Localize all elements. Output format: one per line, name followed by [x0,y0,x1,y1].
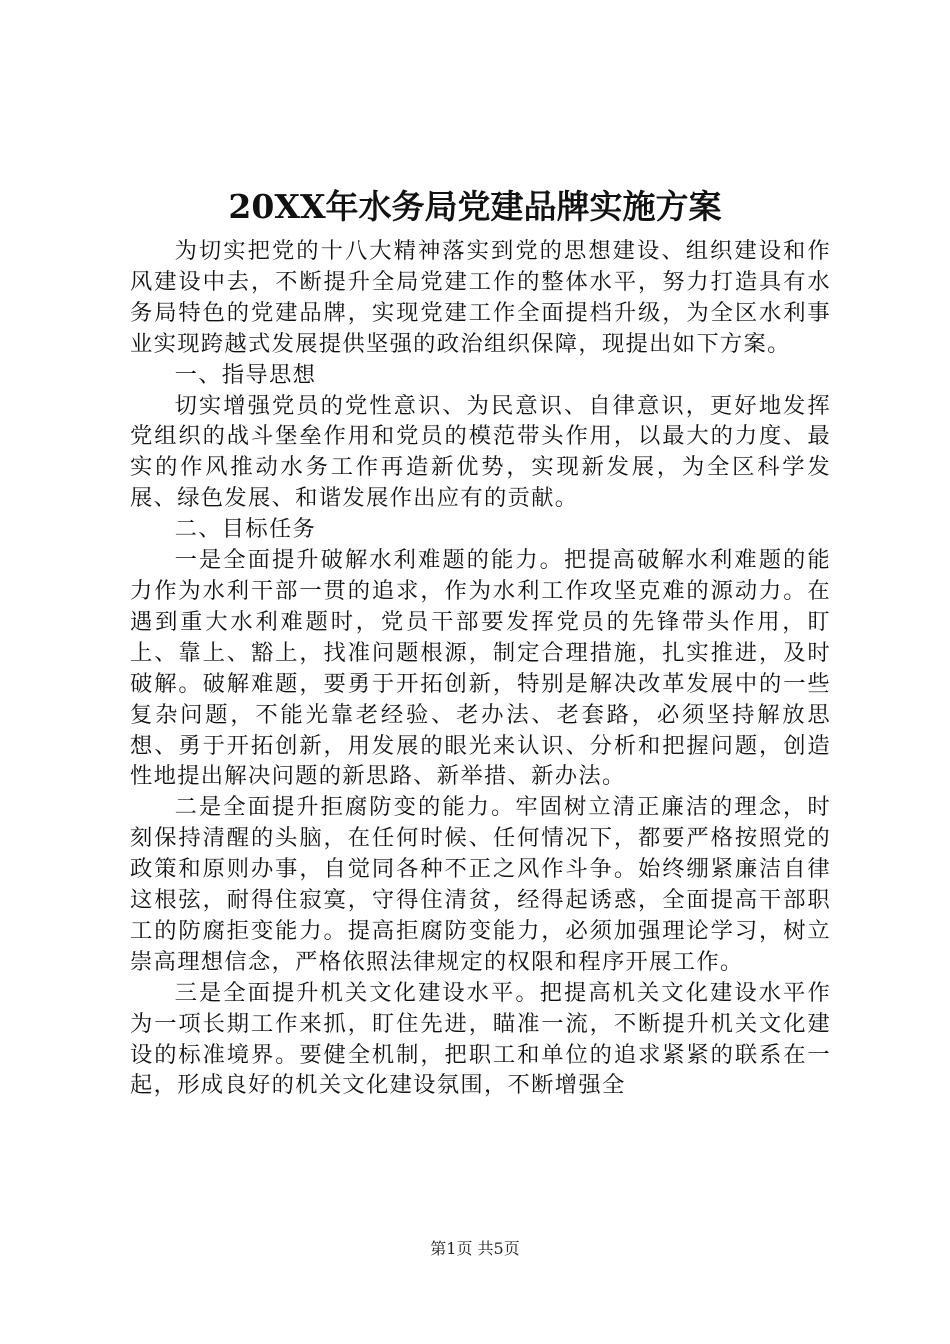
task-paragraph-1: 一是全面提升破解水利难题的能力。把提高破解水利难题的能力作为水利干部一贯的追求，作为水利工作攻坚克难的源动力。在遇到重大水利难题时，党员干部要发挥党员的先锋带头作用，盯上、靠上、豁上，找准问题根源，制定合理措施，扎实推进，及时破解。破解难题，要勇于开拓创新，特别是解决改革发展中的一些复杂问题，不能光靠老经验、老办法、老套路，必须坚持解放思想、勇于开拓创新，用发展的眼光来认识、分析和把握问题，创造性地提出解决问题的新思路、新举措、新办法。 [130,547,831,790]
section-heading-guiding-thought: 一、指导思想 [174,361,317,388]
intro-paragraph: 为切实把党的十八大精神落实到党的思想建设、组织建设和作风建设中去，不断提升全局党建工作的整体水平，努力打造具有水务局特色的党建品牌，实现党建工作全面提档升级，为全区水利事业实现跨越式发展提供坚强的政治组织保障，现提出如下方案。 [130,238,831,357]
page-number-footer: 第1页 共5页 [430,1239,520,1258]
task-paragraph-2: 二是全面提升拒腐防变的能力。牢固树立清正廉洁的理念，时刻保持清醒的头脑，在任何时候、任何情况下，都要严格按照党的政策和原则办事，自觉同各种不正之风作斗争。始终绷紧廉洁自律这根弦，耐得住寂寞，守得住清贫，经得起诱惑，全面提高干部职工的防腐拒变能力。提高拒腐防变能力，必须加强理论学习，树立崇高理想信念，严格依照法律规定的权限和程序开展工作。 [130,794,831,975]
task-paragraph-3: 三是全面提升机关文化建设水平。把提高机关文化建设水平作为一项长期工作来抓，盯住先进，瞄准一流，不断提升机关文化建设的标准境界。要健全机制，把职工和单位的追求紧紧的联系在一起，形成良好的机关文化建设氛围，不断增强全 [130,979,831,1099]
document-body [130,236,831,1101]
document-title: 20XX年水务局党建品牌实施方案 [228,187,722,226]
section-heading-goals: 二、目标任务 [174,516,317,543]
guiding-thought-paragraph: 切实增强党员的党性意识、为民意识、自律意识，更好地发挥党组织的战斗堡垒作用和党员的模范带头作用，以最大的力度、最实的作风推动水务工作再造新优势，实现新发展，为全区科学发展、绿色发展、和谐发展作出应有的贡献。 [130,392,831,512]
